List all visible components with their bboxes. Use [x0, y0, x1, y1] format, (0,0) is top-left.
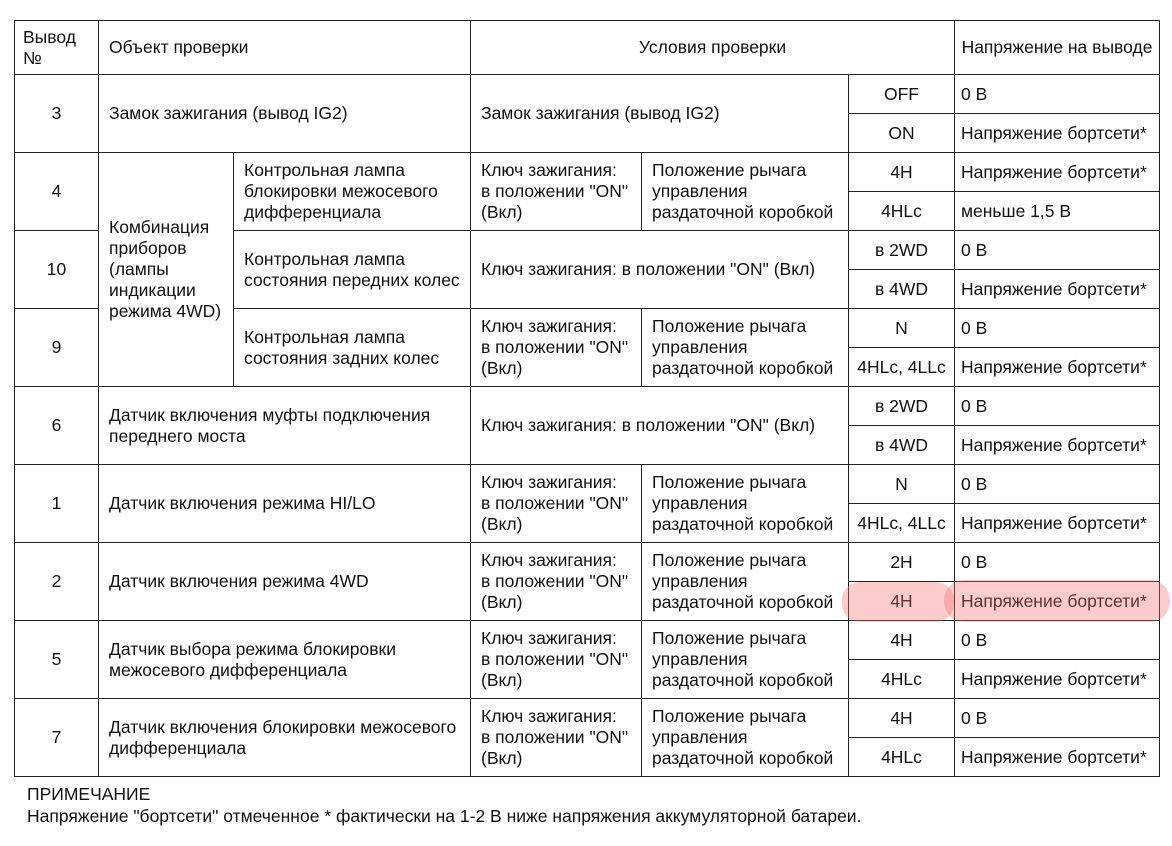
check-condition: Ключ зажигания: в положении "ON" (Вкл) [471, 231, 849, 309]
state-value: 4HLc [849, 738, 955, 777]
table-row [15, 153, 1160, 192]
check-object: Датчик включения режима HI/LO [99, 465, 471, 543]
voltage-value: Напряжение бортсети* [955, 426, 1160, 465]
note-text: Напряжение "бортсети" отмеченное * фактически на 1-2 В ниже напряжения аккумуляторной батареи. [27, 806, 862, 826]
state-value: 4H [849, 699, 955, 738]
state-value: 4HLc [849, 192, 955, 231]
lever-condition: Положение рычага управления раздаточной коробкой [642, 153, 849, 231]
check-condition: Ключ зажигания: в положении "ON" (Вкл) [471, 387, 849, 465]
header-pin: Вывод № [15, 21, 99, 75]
header-row [15, 21, 1160, 75]
check-object: Датчик включения режима 4WD [99, 543, 471, 621]
state-value: в 2WD [849, 387, 955, 426]
check-condition: Ключ зажигания: в положении "ON" (Вкл) [471, 465, 642, 543]
state-value: 4H [849, 621, 955, 660]
check-object: Контрольная лампа блокировки межосевого дифференциала [234, 153, 471, 231]
voltage-value: меньше 1,5 В [955, 192, 1160, 231]
check-object: Датчик выбора режима блокировки межосевого дифференциала [99, 621, 471, 699]
check-condition: Ключ зажигания: в положении "ON" (Вкл) [471, 543, 642, 621]
check-object: Датчик включения муфты подключения переднего моста [99, 387, 471, 465]
pin-number: 2 [15, 543, 99, 621]
voltage-value: Напряжение бортсети* [955, 660, 1160, 699]
lever-condition: Положение рычага управления раздаточной коробкой [642, 465, 849, 543]
state-value: N [849, 309, 955, 348]
state-value: 2H [849, 543, 955, 582]
table-row [15, 465, 1160, 504]
voltage-value: 0 В [955, 543, 1160, 582]
pin-number: 1 [15, 465, 99, 543]
check-object: Контрольная лампа состояния передних колес [234, 231, 471, 309]
check-condition: Ключ зажигания: в положении "ON" (Вкл) [471, 699, 642, 777]
check-object: Замок зажигания (вывод IG2) [99, 75, 471, 153]
check-condition: Замок зажигания (вывод IG2) [471, 75, 849, 153]
pin-number: 3 [15, 75, 99, 153]
note-title: ПРИМЕЧАНИЕ [27, 784, 151, 804]
lever-condition: Положение рычага управления раздаточной коробкой [642, 309, 849, 387]
voltage-value: Напряжение бортсети* [955, 270, 1160, 309]
voltage-value: Напряжение бортсети* [955, 504, 1160, 543]
state-value: в 4WD [849, 426, 955, 465]
check-condition: Ключ зажигания: в положении "ON" (Вкл) [471, 153, 642, 231]
table-row [15, 543, 1160, 582]
table-row [15, 75, 1160, 114]
voltage-value: 0 В [955, 699, 1160, 738]
voltage-value: 0 В [955, 75, 1160, 114]
lever-condition: Положение рычага управления раздаточной коробкой [642, 543, 849, 621]
voltage-value: Напряжение бортсети* [955, 738, 1160, 777]
header-voltage: Напряжение на выводе [955, 21, 1160, 75]
pin-number: 9 [15, 309, 99, 387]
voltage-value: 0 В [955, 309, 1160, 348]
voltage-value: 0 В [955, 465, 1160, 504]
instrument-cluster-group: Комбинация приборов (лампы индикации режима 4WD) [99, 153, 234, 387]
state-value: в 2WD [849, 231, 955, 270]
check-object: Контрольная лампа состояния задних колес [234, 309, 471, 387]
lever-condition: Положение рычага управления раздаточной коробкой [642, 699, 849, 777]
state-value: ON [849, 114, 955, 153]
state-value: 4HLc [849, 660, 955, 699]
table-row [15, 621, 1160, 660]
check-condition: Ключ зажигания: в положении "ON" (Вкл) [471, 621, 642, 699]
voltage-value: Напряжение бортсети* [955, 114, 1160, 153]
pin-number: 4 [15, 153, 99, 231]
state-value: в 4WD [849, 270, 955, 309]
table-row [15, 699, 1160, 738]
voltage-value: 0 В [955, 621, 1160, 660]
pin-number: 10 [15, 231, 99, 309]
lever-condition: Положение рычага управления раздаточной коробкой [642, 621, 849, 699]
voltage-value: 0 В [955, 387, 1160, 426]
table-row [15, 387, 1160, 426]
note-block [27, 783, 861, 827]
state-value: N [849, 465, 955, 504]
state-value: 4HLc, 4LLc [849, 504, 955, 543]
voltage-value-highlighted: Напряжение бортсети* [955, 582, 1160, 621]
header-object: Объект проверки [99, 21, 471, 75]
voltage-value: Напряжение бортсети* [955, 153, 1160, 192]
state-value: 4HLc, 4LLc [849, 348, 955, 387]
check-condition: Ключ зажигания: в положении "ON" (Вкл) [471, 309, 642, 387]
pin-number: 7 [15, 699, 99, 777]
voltage-value: Напряжение бортсети* [955, 348, 1160, 387]
state-value: OFF [849, 75, 955, 114]
state-value: 4H [849, 153, 955, 192]
pin-number: 6 [15, 387, 99, 465]
state-value-highlighted: 4H [849, 582, 955, 621]
voltage-value: 0 В [955, 231, 1160, 270]
check-object: Датчик включения блокировки межосевого дифференциала [99, 699, 471, 777]
pin-number: 5 [15, 621, 99, 699]
inspection-table [14, 20, 1160, 777]
header-conditions: Условия проверки [471, 21, 955, 75]
